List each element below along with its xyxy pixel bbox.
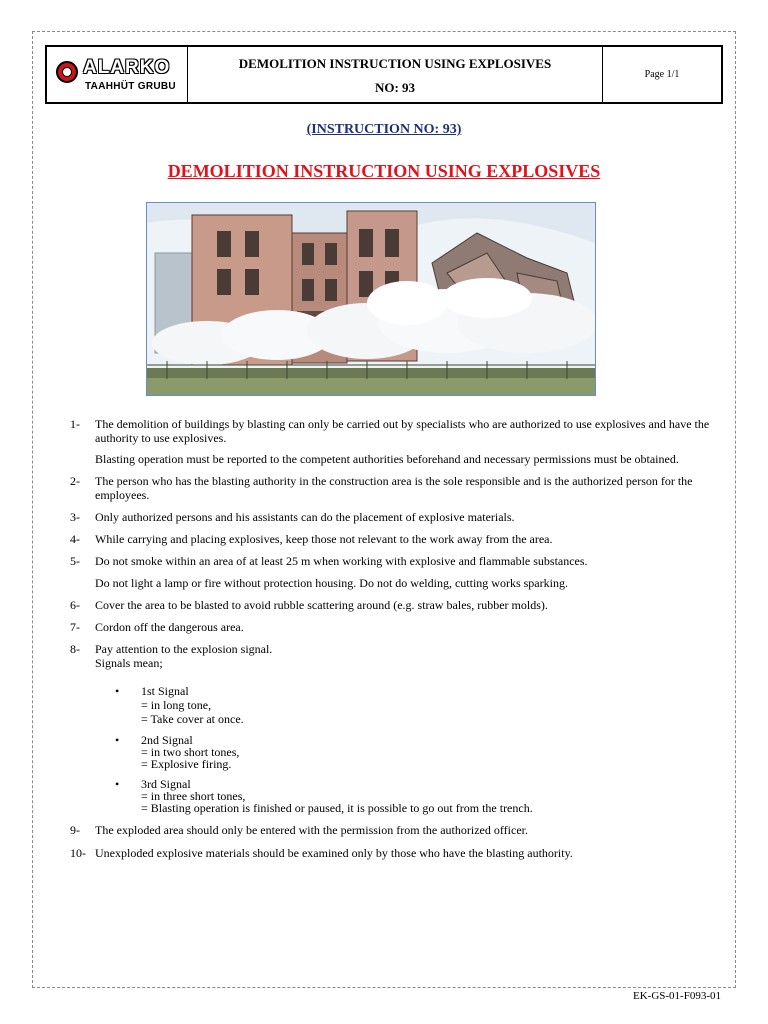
signal-line: = Blasting operation is finished or paused, it is possible to go out from the trench. <box>141 801 533 815</box>
item-text-second-line: Signals mean; <box>95 656 163 670</box>
item-number: 3- <box>70 510 80 524</box>
list-item <box>70 474 720 502</box>
signal-item <box>115 778 720 814</box>
signal-line: = in long tone, <box>141 698 212 712</box>
signal-title: 2nd Signal <box>141 733 193 747</box>
item-text: Cordon off the dangerous area. <box>95 620 244 634</box>
item-text: While carrying and placing explosives, keep those not relevant to the work away from the area. <box>95 532 553 546</box>
main-title: DEMOLITION INSTRUCTION USING EXPLOSIVES <box>167 161 601 181</box>
list-item <box>70 532 720 546</box>
list-paragraph: Do not light a lamp or fire without protection housing. Do not do welding, cutting works sparking. <box>95 576 568 590</box>
header-title-line2: NO: 93 <box>374 80 416 95</box>
header-title-line1: DEMOLITION INSTRUCTION USING EXPLOSIVES <box>238 56 552 71</box>
logo-subtitle: TAAHHÜT GRUBU <box>85 81 176 92</box>
list-item <box>70 417 720 445</box>
list-item <box>70 823 720 837</box>
item-number: 7- <box>70 620 80 634</box>
list-paragraph: Blasting operation must be reported to the competent authorities beforehand and necessary permissions must be obtained. <box>95 452 679 466</box>
signal-title: 3rd Signal <box>141 777 191 791</box>
item-text: The person who has the blasting authority in the construction area is the sole responsible and is the authorized person for the employees. <box>95 474 693 502</box>
page-number: Page 1/1 <box>644 69 680 80</box>
signal-line: = Explosive firing. <box>141 757 232 771</box>
logo-emblem-icon <box>56 61 78 83</box>
signal-list <box>115 684 720 814</box>
signal-title: 1st Signal <box>141 684 189 698</box>
item-text: Only authorized persons and his assistants can do the placement of explosive materials. <box>95 510 515 524</box>
bullet-icon: • <box>115 684 120 698</box>
item-text: Cover the area to be blasted to avoid rubble scattering around (e.g. straw bales, rubber molds). <box>95 598 548 612</box>
list-item <box>70 620 720 634</box>
item-number: 2- <box>70 474 80 488</box>
header-title <box>188 47 603 102</box>
item-text: The demolition of buildings by blasting can only be carried out by specialists who are authorized to use explosives and have the authority to use explosives. <box>95 417 710 445</box>
list-item <box>70 846 720 860</box>
list-item <box>70 642 720 670</box>
signal-item <box>115 734 720 770</box>
document-code: EK-GS-01-F093-01 <box>633 990 721 1002</box>
item-number: 6- <box>70 598 80 612</box>
item-number: 9- <box>70 823 80 837</box>
document-header <box>45 45 723 104</box>
instruction-list <box>70 417 720 860</box>
item-text: Unexploded explosive materials should be examined only by those who have the blasting authority. <box>95 846 573 860</box>
item-text: The exploded area should only be entered with the permission from the authorized officer. <box>95 823 528 837</box>
item-number: 8- <box>70 642 80 656</box>
item-text: Pay attention to the explosion signal. <box>95 642 273 656</box>
item-number: 4- <box>70 532 80 546</box>
bullet-icon: • <box>115 777 120 791</box>
demolition-illustration <box>146 202 596 396</box>
signal-line: = in three short tones, <box>141 789 246 803</box>
demolition-illustration-image <box>147 203 595 395</box>
signal-line: = in two short tones, <box>141 745 240 759</box>
signal-item <box>115 684 720 726</box>
signal-line: = Take cover at once. <box>141 712 244 726</box>
list-item <box>70 510 720 524</box>
item-text-block <box>95 642 720 670</box>
item-number: 1- <box>70 417 80 431</box>
bullet-icon: • <box>115 733 120 747</box>
logo-name: ALARKO <box>83 57 171 78</box>
item-number: 5- <box>70 554 80 568</box>
company-logo <box>47 47 188 102</box>
item-text: Do not smoke within an area of at least 25 m when working with explosive and flammable substances. <box>95 554 588 568</box>
list-item <box>70 554 720 568</box>
instruction-number: (INSTRUCTION NO: 93) <box>306 122 462 137</box>
list-item <box>70 598 720 612</box>
item-number: 10- <box>70 846 86 860</box>
